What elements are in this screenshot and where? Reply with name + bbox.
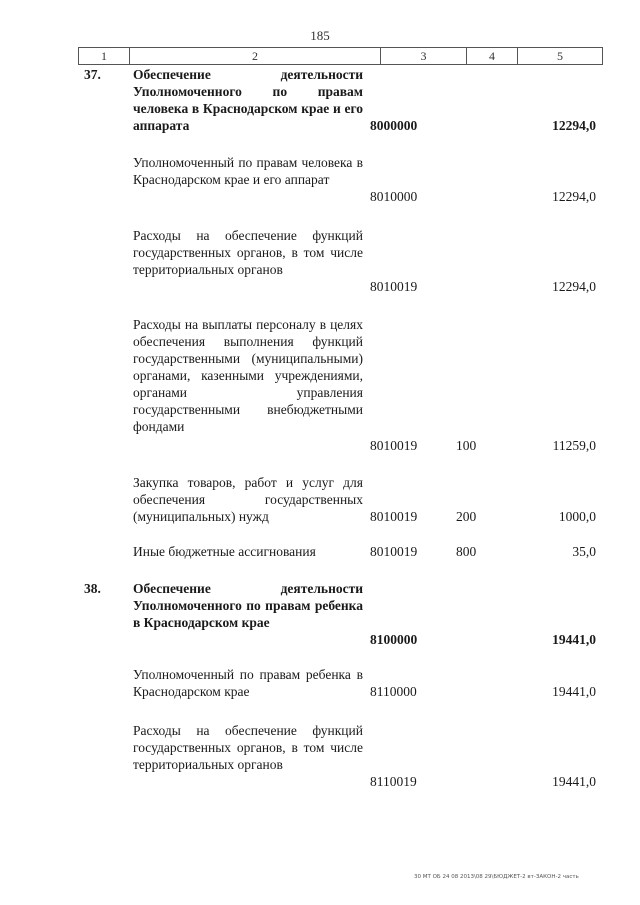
row-code: 8110000 xyxy=(370,684,417,699)
row-amount: 1000,0 xyxy=(558,509,596,524)
row-description: Уполномоченный по правам ребенка в Краснодарском крае xyxy=(133,667,363,699)
header-col-3: 3 xyxy=(381,48,467,64)
table-row xyxy=(78,543,601,560)
row-amount: 35,0 xyxy=(572,544,596,559)
row-code: 8010019 xyxy=(370,544,418,559)
table-header xyxy=(78,47,603,65)
header-col-4: 4 xyxy=(467,48,518,64)
row-amount: 19441,0 xyxy=(552,774,596,789)
row-amount: 12294,0 xyxy=(552,189,596,204)
row-amount: 12294,0 xyxy=(552,279,596,294)
row-code: 8010019 xyxy=(370,279,418,294)
row-description: Уполномоченный по правам человека в Краснодарском крае и его аппарат xyxy=(133,155,363,187)
table-row xyxy=(78,316,601,454)
row-code: 8110019 xyxy=(370,774,417,789)
row-code: 8010019 xyxy=(370,438,418,453)
header-col-5: 5 xyxy=(557,48,563,63)
table-row xyxy=(78,722,601,790)
footer-file-path: 30 МТ ОБ 24 08 2013\08 29\БЮДЖЕТ-2 вт-ЗАКОН-2 часть xyxy=(414,874,579,880)
row-amount: 19441,0 xyxy=(552,684,596,699)
table-row xyxy=(78,666,601,700)
table-row xyxy=(78,580,601,648)
row-amount: 19441,0 xyxy=(552,632,596,647)
row-amount: 11259,0 xyxy=(552,438,596,453)
row-type: 200 xyxy=(456,509,477,524)
row-description: Иные бюджетные ассигнования xyxy=(133,544,316,559)
table-row xyxy=(78,66,601,134)
row-description: Расходы на обеспечение функций государственных органов, в том числе территориальных органов xyxy=(133,228,363,277)
row-description: Расходы на выплаты персоналу в целях обеспечения выполнения функций государственными (муниципальными) органами, казенными учреждениями, органами управления государственными внебюджетными фондами xyxy=(133,317,363,434)
row-code: 8000000 xyxy=(370,118,418,133)
header-col-1: 1 xyxy=(79,48,130,64)
row-code: 8010019 xyxy=(370,509,418,524)
row-description: Закупка товаров, работ и услуг для обеспечения государственных (муниципальных) нужд xyxy=(133,475,363,524)
table-row xyxy=(78,154,601,205)
row-number: 38. xyxy=(84,581,101,596)
row-type: 100 xyxy=(456,438,477,453)
table-row xyxy=(78,474,601,525)
row-amount: 12294,0 xyxy=(552,118,596,133)
header-col-2: 2 xyxy=(130,48,381,64)
row-code: 8100000 xyxy=(370,632,418,647)
table-row xyxy=(78,227,601,295)
page-number: 185 xyxy=(310,28,330,43)
row-number: 37. xyxy=(84,67,101,82)
row-description: Обеспечение деятельности Уполномоченного по правам ребенка в Краснодарском крае xyxy=(133,581,363,630)
row-description: Расходы на обеспечение функций государственных органов, в том числе территориальных органов xyxy=(133,723,363,772)
row-type: 800 xyxy=(456,544,477,559)
row-code: 8010000 xyxy=(370,189,418,204)
row-description: Обеспечение деятельности Уполномоченного по правам человека в Краснодарском крае и его аппарата xyxy=(133,67,363,133)
